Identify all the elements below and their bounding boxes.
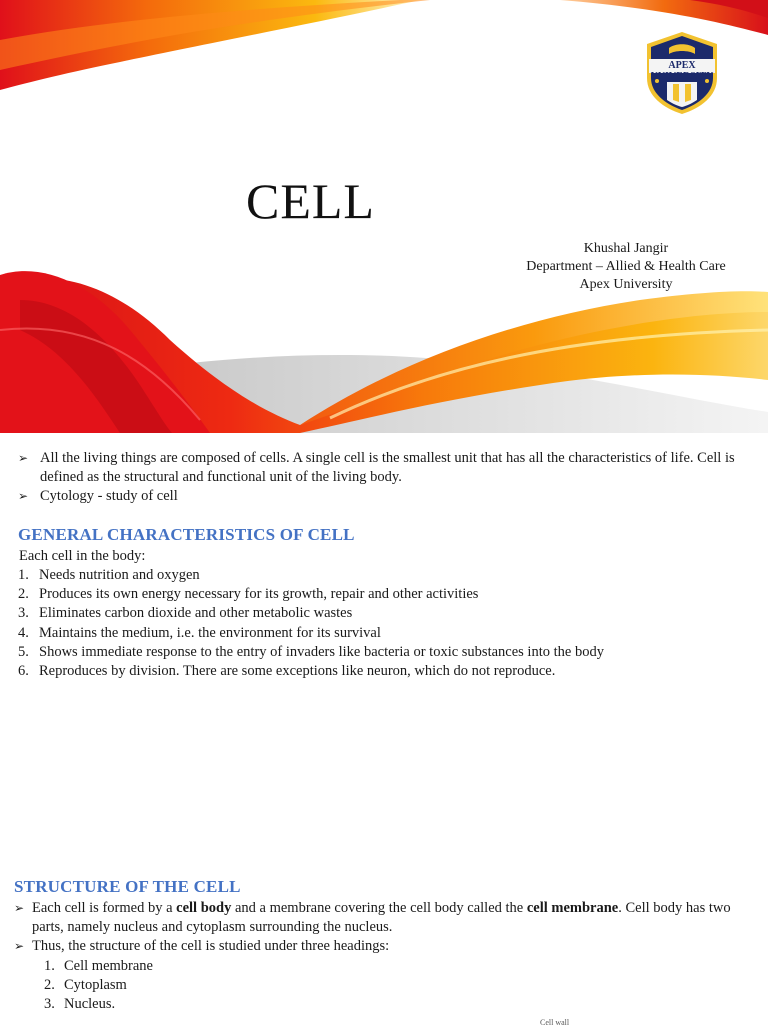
list-text: Needs nutrition and oxygen [39, 567, 200, 583]
list-item [18, 566, 748, 585]
list-item [44, 957, 153, 976]
characteristics-list [18, 566, 748, 681]
list-number: 2. [18, 586, 29, 603]
structure-bullets [14, 899, 749, 956]
slide-title: CELL [246, 173, 375, 229]
list-number: 3. [44, 996, 55, 1012]
logo-text: APEX UNIVERSITY [650, 60, 714, 82]
bullet-text: Cytology - study of cell [40, 488, 178, 504]
list-text: Cell membrane [64, 958, 153, 974]
list-lead: Each cell in the body: [19, 548, 146, 564]
bullet-text-post: . Cell body has two parts, namely nucleus and cytoplasm surrounding the nucleus. [32, 900, 731, 935]
list-number: 1. [18, 567, 29, 583]
cut-off-label: Cell wall [540, 1018, 570, 1027]
bullet-text: Thus, the structure of the cell is studied under three headings: [32, 938, 390, 954]
intro-bullets [18, 449, 748, 506]
author-institution: Apex University [579, 277, 673, 292]
bold-term-cell-membrane: cell membrane [526, 900, 619, 916]
list-item [18, 662, 748, 681]
list-item [18, 643, 748, 662]
list-item [18, 585, 748, 604]
list-number: 5. [18, 643, 29, 660]
characteristics-slide [0, 438, 768, 868]
author-block [500, 240, 752, 294]
list-item [18, 624, 748, 643]
author-name: Khushal Jangir [583, 241, 669, 256]
structure-slide [0, 870, 768, 1027]
arrow-bullet-icon: ➢ [14, 939, 25, 953]
list-number: 1. [44, 958, 55, 974]
structure-headings-list [44, 957, 153, 1014]
arrow-bullet-icon: ➢ [14, 901, 25, 915]
bullet-item [14, 899, 749, 937]
bullet-text: All the living things are composed of cells. A single cell is the smallest unit that has all the characteristics of life. Cell is defined as the structural and functional unit of the living body. [40, 450, 735, 485]
bold-term-cell-body: cell body [176, 900, 232, 916]
author-department: Department – Allied & Health Care [526, 259, 726, 274]
list-item [18, 604, 748, 623]
university-shield-logo [643, 30, 721, 116]
bullet-item [14, 937, 749, 956]
list-number: 2. [44, 977, 55, 993]
list-item [44, 976, 153, 995]
list-number: 6. [18, 663, 29, 680]
list-text: Reproduces by division. There are some exceptions like neuron, which do not reproduce. [39, 663, 556, 680]
section-heading: STRUCTURE OF THE CELL [14, 877, 241, 896]
bullet-text-pre: Each cell is formed by a [32, 900, 177, 916]
list-text: Produces its own energy necessary for its growth, repair and other activities [39, 586, 479, 603]
list-item [44, 995, 153, 1014]
list-number: 4. [18, 624, 29, 641]
list-text: Shows immediate response to the entry of invaders like bacteria or toxic substances into the body [39, 643, 604, 660]
list-number: 3. [18, 605, 29, 622]
bullet-item [18, 487, 748, 506]
section-heading: GENERAL CHARACTERISTICS OF CELL [18, 525, 355, 544]
bullet-item [18, 449, 748, 487]
list-text: Maintains the medium, i.e. the environment for its survival [39, 624, 381, 641]
list-text: Cytoplasm [64, 977, 127, 993]
arrow-bullet-icon: ➢ [18, 489, 29, 503]
list-text: Eliminates carbon dioxide and other metabolic wastes [39, 605, 353, 622]
title-slide [0, 0, 768, 433]
arrow-bullet-icon: ➢ [18, 451, 29, 465]
bullet-text-mid: and a membrane covering the cell body called the [231, 900, 527, 916]
list-text: Nucleus. [64, 996, 116, 1012]
